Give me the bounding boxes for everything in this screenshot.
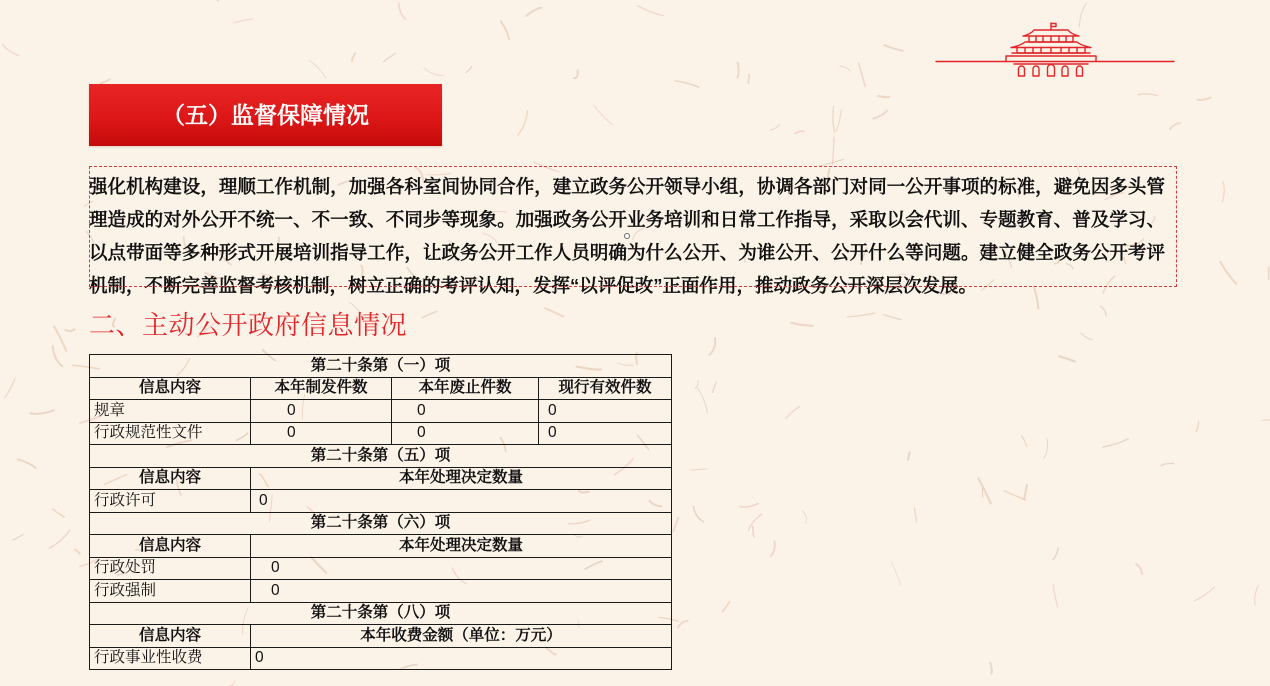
paragraph-line: 以点带面等多种形式开展培训指导工作，让政务公开工作人员明确为什么公开、为谁公开、公开什么等问题。建立健全政务公开考评 bbox=[89, 242, 1165, 263]
paper-fiber bbox=[738, 63, 739, 78]
paper-fiber bbox=[1196, 422, 1199, 432]
paper-fiber bbox=[1053, 548, 1058, 560]
paper-fiber bbox=[723, 602, 730, 612]
paper-fiber bbox=[873, 111, 887, 119]
gate-lower-roof bbox=[1011, 42, 1091, 48]
paper-fiber bbox=[1024, 485, 1027, 499]
column-header-decision-count: 本年处理决定数量 bbox=[251, 535, 672, 558]
paper-fiber bbox=[836, 110, 841, 131]
row-label: 行政规范性文件 bbox=[90, 422, 251, 445]
paper-fiber bbox=[234, 19, 252, 23]
paper-fiber bbox=[352, 54, 355, 62]
paper-fiber bbox=[692, 469, 707, 470]
paper-fiber bbox=[1101, 306, 1107, 315]
decision-count: 0 bbox=[251, 557, 672, 580]
paper-fiber bbox=[1081, 333, 1093, 339]
gate-arches bbox=[1019, 65, 1083, 77]
paragraph-line: 强化机构建设，理顺工作机制，加强各科室间协同合作，建立政务公开领导小组，协调各部门对同一公开事项的标准，避免因多头管 bbox=[89, 176, 1165, 197]
paper-fiber bbox=[1222, 182, 1224, 202]
paper-fiber bbox=[574, 70, 577, 78]
table-header-row bbox=[90, 535, 672, 558]
gate-upper-roof bbox=[1023, 30, 1079, 36]
section-banner-title: （五）监督保障情况 bbox=[162, 102, 369, 128]
gate-lower-storey bbox=[1017, 48, 1085, 54]
paper-fiber bbox=[819, 159, 843, 166]
gate-flag bbox=[1051, 23, 1056, 30]
paper-fiber bbox=[753, 526, 754, 536]
table-section-title-row bbox=[90, 355, 672, 378]
gate-left-wall bbox=[936, 56, 1012, 62]
column-header-fee-amount: 本年收费金额（单位：万元） bbox=[251, 625, 672, 648]
paper-fiber bbox=[424, 68, 444, 76]
issued-count: 0 bbox=[251, 422, 392, 445]
in-force-count: 0 bbox=[539, 400, 672, 423]
paper-fiber bbox=[1170, 123, 1180, 129]
paper-fiber bbox=[1161, 463, 1174, 465]
tiananmen-gate-icon bbox=[930, 20, 1180, 82]
table-section-title-row bbox=[90, 445, 672, 468]
paper-fiber bbox=[1262, 420, 1270, 421]
paper-fiber bbox=[883, 315, 901, 320]
table-row bbox=[90, 490, 672, 513]
paper-fiber bbox=[1059, 356, 1074, 361]
paper-fiber bbox=[1194, 587, 1215, 601]
paper-fiber bbox=[678, 621, 688, 628]
paper-fiber bbox=[399, 3, 406, 19]
text-box-handle[interactable] bbox=[624, 233, 630, 239]
gate-balustrade bbox=[1012, 53, 1090, 56]
column-header-content: 信息内容 bbox=[90, 625, 251, 648]
paper-fiber bbox=[748, 514, 762, 531]
section-title: 第二十条第（六）项 bbox=[90, 512, 672, 535]
paper-fiber bbox=[847, 313, 874, 317]
paper-fiber bbox=[501, 21, 510, 39]
paper-fiber bbox=[53, 346, 63, 366]
paper-fiber bbox=[884, 45, 903, 51]
paper-fiber bbox=[878, 96, 889, 97]
paper-fiber bbox=[833, 106, 835, 132]
paper-fiber bbox=[230, 681, 235, 686]
paper-fiber bbox=[802, 511, 806, 524]
paper-fiber bbox=[673, 518, 678, 532]
paper-fiber bbox=[990, 663, 992, 674]
fee-amount: 0 bbox=[251, 647, 672, 670]
paper-fiber bbox=[218, 0, 230, 1]
text-box-selection-frame[interactable] bbox=[89, 166, 1177, 287]
repealed-count: 0 bbox=[392, 400, 539, 423]
column-header-content: 信息内容 bbox=[90, 377, 251, 400]
decision-count: 0 bbox=[251, 490, 672, 513]
paper-fiber bbox=[1136, 564, 1142, 574]
paper-fiber bbox=[1053, 585, 1057, 607]
paper-fiber bbox=[832, 137, 834, 165]
table-row bbox=[90, 400, 672, 423]
paper-fiber bbox=[771, 542, 775, 556]
paragraph-line: 理造成的对外公开不统一、不一致、不同步等现象。加强政务公开业务培训和日常工作指导，采取以会代训、专题教育、普及学习、 bbox=[89, 209, 1165, 230]
row-label: 规章 bbox=[90, 400, 251, 423]
table-header-row bbox=[90, 377, 672, 400]
paper-fiber bbox=[1044, 438, 1048, 459]
paper-fiber bbox=[697, 388, 707, 413]
paper-fiber bbox=[49, 530, 70, 548]
table-row bbox=[90, 647, 672, 670]
column-header-in-force: 现行有效件数 bbox=[539, 377, 672, 400]
paper-fiber bbox=[709, 338, 715, 355]
paper-fiber bbox=[31, 410, 54, 414]
table-header-row bbox=[90, 625, 672, 648]
column-header-repealed: 本年废止件数 bbox=[392, 377, 539, 400]
table-section-title-row bbox=[90, 602, 672, 625]
paragraph-line: 机制，不断完善监督考核机制，树立正确的考评认知，发挥“以评促改”正面作用，推动政务公开深层次发展。 bbox=[89, 275, 978, 296]
paper-fiber bbox=[1021, 436, 1026, 446]
section-title: 第二十条第（八）项 bbox=[90, 602, 672, 625]
column-header-content: 信息内容 bbox=[90, 467, 251, 490]
repealed-count: 0 bbox=[392, 422, 539, 445]
section-title: 第二十条第（一）项 bbox=[90, 355, 672, 378]
paper-fiber bbox=[1197, 97, 1210, 100]
row-label: 行政强制 bbox=[90, 580, 251, 603]
paper-fiber bbox=[914, 508, 916, 522]
paper-fiber bbox=[75, 550, 80, 554]
section-title: 第二十条第（五）项 bbox=[90, 445, 672, 468]
paper-fiber bbox=[526, 8, 541, 16]
decision-count: 0 bbox=[251, 580, 672, 603]
paper-fiber bbox=[466, 67, 471, 73]
gate-right-wall bbox=[1090, 56, 1174, 62]
paper-fiber bbox=[770, 125, 780, 131]
row-label: 行政处罚 bbox=[90, 557, 251, 580]
paper-fiber bbox=[1004, 491, 1025, 500]
paper-fiber bbox=[594, 106, 612, 125]
table-body bbox=[90, 355, 672, 670]
table-row bbox=[90, 557, 672, 580]
paper-fiber bbox=[1220, 262, 1236, 284]
paper-fiber bbox=[748, 75, 749, 83]
paper-fiber bbox=[518, 111, 528, 136]
paper-fiber bbox=[740, 504, 758, 508]
disclosure-table bbox=[89, 354, 672, 670]
column-header-decision-count: 本年处理决定数量 bbox=[251, 467, 672, 490]
paper-fiber bbox=[908, 452, 910, 460]
paper-fiber bbox=[5, 379, 15, 397]
paper-fiber bbox=[309, 61, 326, 79]
paper-fiber bbox=[891, 562, 901, 585]
paper-fiber bbox=[422, 312, 437, 318]
gate-base-line bbox=[1006, 62, 1096, 65]
paper-fiber bbox=[840, 66, 851, 72]
row-label: 行政事业性收费 bbox=[90, 647, 251, 670]
gate-upper-storey bbox=[1029, 36, 1073, 42]
paper-fiber bbox=[18, 459, 36, 468]
in-force-count: 0 bbox=[539, 422, 672, 445]
paper-fiber bbox=[13, 535, 23, 540]
paper-fiber bbox=[545, 308, 564, 316]
paper-fiber bbox=[713, 382, 717, 393]
paper-fiber bbox=[1255, 586, 1258, 605]
paper-fiber bbox=[858, 63, 865, 87]
paper-fiber bbox=[3, 44, 19, 56]
paper-fiber bbox=[1103, 439, 1129, 447]
paper-fiber bbox=[786, 406, 800, 418]
paper-fiber bbox=[100, 79, 110, 84]
paper-fiber bbox=[1138, 94, 1157, 96]
paper-fiber bbox=[795, 131, 804, 133]
paper-fiber bbox=[675, 81, 698, 87]
paper-fiber bbox=[65, 329, 74, 331]
column-header-content: 信息内容 bbox=[90, 535, 251, 558]
paper-fiber bbox=[791, 323, 813, 326]
column-header-issued: 本年制发件数 bbox=[251, 377, 392, 400]
row-label: 行政许可 bbox=[90, 490, 251, 513]
paper-fiber bbox=[384, 53, 396, 62]
table-row bbox=[90, 422, 672, 445]
section-heading: 二、主动公开政府信息情况 bbox=[89, 310, 408, 340]
section-banner bbox=[89, 84, 442, 146]
paper-fiber bbox=[978, 478, 991, 503]
table-section-title-row bbox=[90, 512, 672, 535]
paper-fiber bbox=[638, 6, 664, 16]
table-header-row bbox=[90, 467, 672, 490]
issued-count: 0 bbox=[251, 400, 392, 423]
paper-fiber bbox=[693, 506, 703, 522]
paper-fiber bbox=[52, 509, 64, 517]
table-row bbox=[90, 580, 672, 603]
